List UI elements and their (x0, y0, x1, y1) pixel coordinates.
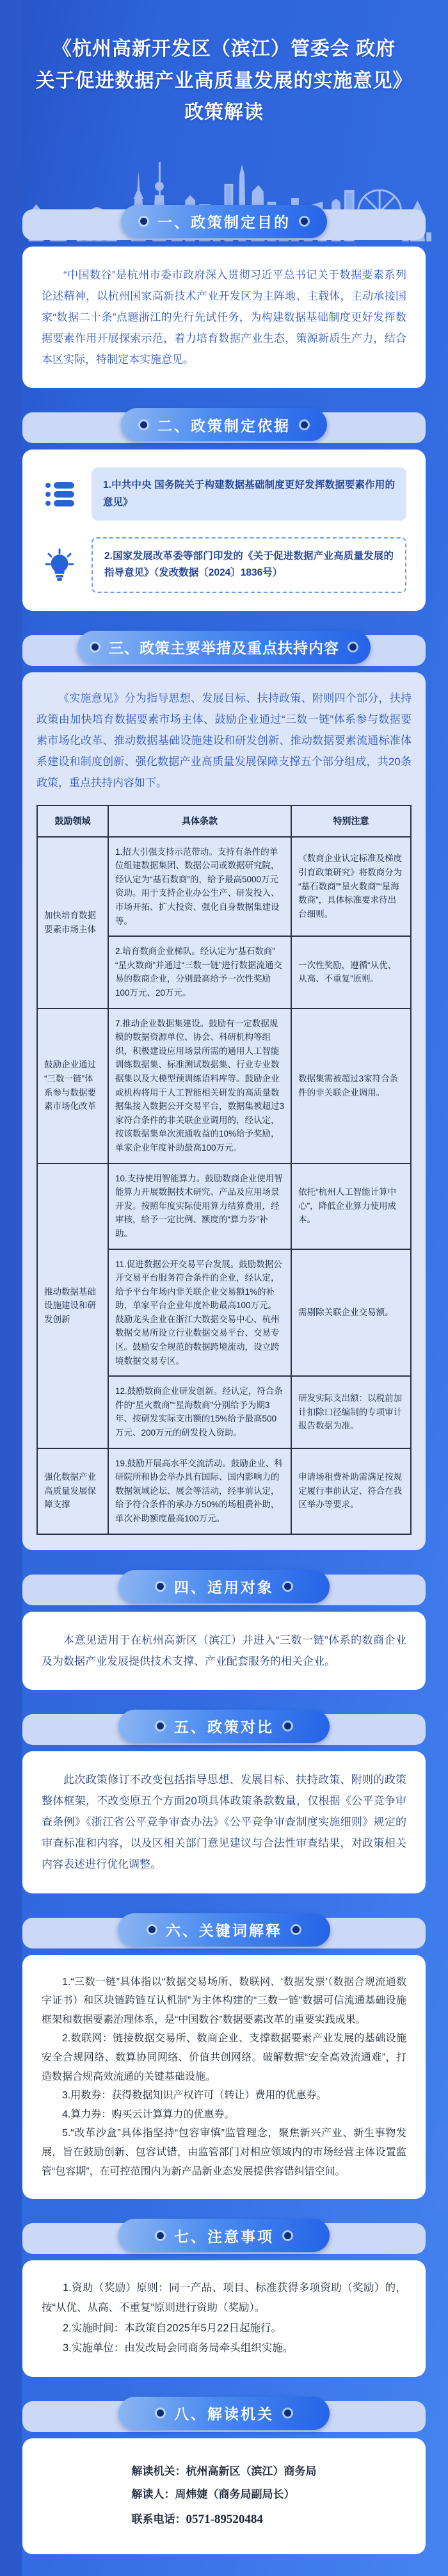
pill-dot-right-icon (349, 644, 356, 651)
clause-cell: 2.培育数商企业梯队。经认定为“基石数商”“星火数商”并通过“三数一链”进行数据流通交易的数商企业，分别最高给予一次性奖励100万元、20万元。 (108, 936, 291, 1008)
section-4-card (22, 1612, 426, 1690)
note-cell: 研发实际支出额：以税前加计扣除口径编制的专项审计报告数据为准。 (291, 1376, 411, 1448)
pill-dot-right-icon (301, 218, 308, 225)
col-header-clause: 具体条款 (108, 806, 291, 836)
note-item: 2.实施时间：本政策自2025年5月22日起施行。 (63, 2322, 282, 2334)
section-2-header (121, 408, 327, 441)
area-cell: 推动数据基础设施建设和研发创新 (37, 1163, 108, 1448)
section-8-title: 八、解读机关 (174, 2406, 274, 2422)
section-1-header (121, 205, 327, 238)
note-cell: 一次性奖励，遵循“从优、从高、不重复”原则。 (291, 936, 411, 1008)
list-icon (42, 481, 77, 508)
pill-dot-left-icon (148, 1926, 156, 1933)
table-row (37, 1448, 411, 1534)
title-line-1: 《杭州高新开发区（滨江）管委会 政府 (52, 38, 396, 60)
table-row (37, 1009, 411, 1163)
keyword-item: 2.数联网：链接数据交易所、数商企业、支撑数据要素产业发展的基础设施安全合规网络、数算协同网络、价值共创网络。破解数据“安全高效流通难”，打造数据合规高效流通的关键基础设施。 (42, 2033, 406, 2082)
basis-item-1-text: 1.中共中央 国务院关于构建数据基础制度更好发挥数据要素作用的意见》 (92, 467, 406, 521)
area-cell: 加快培育数据要素市场主体 (37, 837, 108, 1009)
section-4-body: 本意见适用于在杭州高新区（滨江）并进入“三数一链”体系的数商企业及为数据产业发展提供技术支撑、产业配套服务的相关企业。 (42, 1633, 406, 1667)
basis-item-1 (42, 467, 406, 521)
section-8-card (22, 2438, 426, 2555)
clause-cell: 7.推动企业数据集建设。鼓励有一定数据规模的数据资源单位、协会、科研机构等组织，积极建设应用场景所需的通用人工智能训练数据集、标准测试数据集、行业专业数据集以及大模型预训练语料库等。鼓励企业或机构将用于人工智能相关研发的高质量数据集接入数据公开交易平台，数据集被超过3家符合条件的非关联企业调用的，经认定，按该数据集单次流通收益的10%给予奖励，单家企业年度补助最高100万元。 (108, 1009, 291, 1163)
pill-dot-right-icon (292, 1926, 300, 1933)
section-3-card (22, 672, 426, 1550)
section-2-card (22, 450, 426, 610)
section-7-card (22, 2260, 426, 2376)
note-item: 1.资助（奖励）原则：同一产品、项目、标准获得多项资助（奖励）的，按“从优、从高、不重复”原则进行资助（奖励）。 (42, 2282, 406, 2314)
section-5-title: 五、政策对比 (174, 1719, 274, 1736)
title-line-3: 政策解读 (184, 102, 264, 123)
section-3-title: 三、政策主要举措及重点扶持内容 (109, 640, 339, 657)
pill-dot-left-icon (92, 644, 99, 651)
table-row (37, 1163, 411, 1249)
clause-cell: 10.支持使用智能算力。鼓励数商企业使用智能算力开展数据技术研究、产品及应用场景开发。按照年度实际使用算力结算费用，经审核，给予一定比例、额度的“算力券”补助。 (108, 1163, 291, 1249)
pill-dot-left-icon (157, 2410, 164, 2417)
pill-dot-left-icon (140, 421, 147, 428)
section-notes (22, 2223, 426, 2376)
support-table (36, 805, 412, 1534)
keyword-item: 4.算力券：购买云计算算力的优惠券。 (62, 2109, 235, 2120)
section-1-card (22, 247, 426, 389)
basis-item-2 (42, 537, 406, 593)
section-1-title: 一、政策制定目的 (157, 214, 291, 231)
interpreter-line: 解读人：周炜婕（商务局副局长） (131, 2488, 295, 2501)
clause-cell: 1.招大引强支持示范带动。支持有条件的单位组建数据集团、数据公司或数据研究院，经认定为“基石数商”的，给予最高5000万元资助。用于支持企业办公生产、研发投入、市场开拓、扩大投资、强化自身数据集建设等。 (108, 837, 291, 937)
section-8-band (22, 2401, 426, 2432)
agency-line: 解读机关：杭州高新区（滨江）商务局 (131, 2465, 317, 2477)
pill-dot-right-icon (284, 2410, 291, 2417)
phone-label: 联系电话： (131, 2513, 186, 2525)
keyword-item: 1.“三数一链”具体指以“数据交易场所、数联网、‘数据发票’（数据合规流通数字证书）和区块链跨链互认机制”为主体构建的“三数一链”数据可信流通基础设施框架和数据要素治理体系，是“中国数谷”数据要素改革的重要实践成果。 (42, 1976, 406, 2025)
lightbulb-icon (42, 548, 77, 581)
section-policy-comparison (22, 1714, 426, 1893)
table-row (37, 837, 411, 937)
section-7-title: 七、注意事项 (174, 2228, 274, 2245)
pill-dot-left-icon (157, 1722, 164, 1729)
section-7-band (22, 2223, 426, 2254)
clause-cell: 11.促进数据公开交易平台发展。鼓励数据公开交易平台服务符合条件的企业，经认定，给予平台年场内非关联企业交易额1%的补助，单家平台企业年度补助最高100万元。鼓励龙头企业在浙江大数据交易中心、杭州数据交易所设立行业数据交易平台、交易专区。鼓励安全规范的数据跨境流动，设立跨境数据交易专区。 (108, 1249, 291, 1377)
section-6-band (22, 1918, 426, 1948)
contact-block (132, 2460, 317, 2533)
note-cell: 申请场租费补助需满足按规定履行事前认定、符合在我区举办等要求。 (291, 1448, 411, 1534)
section-policy-purpose (22, 209, 426, 389)
phone-line (132, 2507, 317, 2533)
section-7-header (118, 2219, 330, 2252)
section-8-header (118, 2397, 330, 2430)
section-1-band (22, 209, 426, 240)
clause-cell: 19.鼓励开展高水平交流活动。鼓励企业、科研院所和协会举办具有国际、国内影响力的数据领域论坛、展会等活动，经事前认定，给予符合条件的承办方50%的场租费补助，单次补助额度最高100万元。 (108, 1448, 291, 1534)
section-4-header (118, 1570, 330, 1603)
note-item: 3.实施单位：由发改局会同商务局牵头组织实施。 (63, 2342, 294, 2354)
section-3-band (22, 635, 426, 666)
table-header-row (37, 806, 411, 836)
section-keywords (22, 1918, 426, 2199)
section-5-band (22, 1714, 426, 1745)
section-policy-basis (22, 412, 426, 610)
note-cell: 数据集需被超过3家符合条件的非关联企业调用。 (291, 1009, 411, 1163)
pill-dot-right-icon (284, 1583, 291, 1590)
section-6-card (22, 1955, 426, 2199)
area-cell: 强化数据产业高质量发展保障支撑 (37, 1448, 108, 1534)
section-6-title: 六、关键词解释 (166, 1922, 282, 1940)
pill-dot-left-icon (157, 1583, 164, 1590)
section-5-card (22, 1751, 426, 1893)
section-5-body: 此次政策修订不改变包括指导思想、发展目标、扶持政策、附则的政策整体框架，不改变原五个方面20项具体政策条款数量，仅根据《公平竞争审查条例》《浙江省公平竞争审查办法》《公平竞争审查制度实施细则》规定的审查标准和内容，以及区相关部门意见建议与合法性审查结果，对政策相关内容表述进行优化调整。 (42, 1773, 406, 1871)
title-line-2: 关于促进数据产业高质量发展的实施意见》 (35, 70, 413, 92)
pill-dot-right-icon (301, 421, 308, 428)
basis-item-2-text: 2.国家发展改革委等部门印发的《关于促进数据产业高质量发展的指导意见》（发改数据〔2024〕1836号） (92, 537, 406, 593)
keyword-item: 3.用数券：获得数据知识产权许可（转让）费用的优惠券。 (62, 2090, 327, 2102)
pill-dot-right-icon (284, 2232, 291, 2239)
section-4-band (22, 1575, 426, 1605)
page-title (0, 33, 448, 129)
note-cell: 依托“杭州人工智能计算中心”，降低企业算力使用成本。 (291, 1163, 411, 1249)
section-4-title: 四、适用对象 (174, 1579, 274, 1596)
section-applicable-targets (22, 1575, 426, 1690)
section-interpreting-agency (22, 2401, 426, 2555)
pill-dot-right-icon (284, 1722, 291, 1729)
col-header-area: 鼓励领域 (37, 806, 108, 836)
section-measures (22, 635, 426, 1550)
col-header-note: 特别注意 (291, 806, 411, 836)
pill-dot-left-icon (140, 218, 147, 225)
clause-cell: 12.鼓励数商企业研发创新。经认定，符合条件的“星火数商”“星海数商”分别给予为期3年、按研发实际支出额的15%给予最高500万元、200万元的研发投入资助。 (108, 1376, 291, 1448)
area-cell: 鼓励企业通过“三数一链”体系参与数据要素市场化改革 (37, 1009, 108, 1163)
pill-dot-left-icon (157, 2232, 164, 2239)
section-1-body: “中国数谷”是杭州市委市政府深入贯彻习近平总书记关于数据要素系列论述精神，以杭州国家高新技术产业开发区为主阵地、主载体，主动承接国家“数据二十条”点题浙江的先行先试任务，为构建数据基础制度更好发挥数据要素作用开展探索示范，着力培育数据产业生态，策源新质生产力，结合本区实际，特制定本实施意见。 (42, 268, 406, 366)
section-3-header (77, 631, 371, 664)
section-2-title: 二、政策制定依据 (157, 417, 291, 434)
note-cell: 需剔除关联企业交易额。 (291, 1249, 411, 1377)
section-2-band (22, 412, 426, 443)
section-6-header (118, 1913, 330, 1947)
section-3-intro: 《实施意见》分为指导思想、发展目标、扶持政策、附则四个部分，扶持政策由加快培育数据要素市场主体、鼓励企业通过“三数一链”体系参与数据要素市场化改革、推动数据基础设施建设和研发创新、推动数据要素流通标准体系建设和制度创新、强化数据产业高质量发展保障支撑五个部分组成，共20条政策，重点扶持内容如下。 (36, 692, 412, 790)
note-cell: 《数商企业认定标准及梯度引育政策研究》将数商分为“基石数商”“星火数商”“星海数商”，具体标准要求待出台细则。 (291, 837, 411, 937)
section-5-header (118, 1710, 330, 1743)
phone-number: 0571-89520484 (186, 2512, 263, 2526)
keyword-item: 5.“改革沙盒”具体指坚持“包容审慎”监管理念，聚焦新兴产业、新生事物发展，旨在鼓励创新、包容试错，由监管部门对相应领域内的市场经营主体设置监管“包容期”，在可控范围内为新产品新业态发展提供容错纠错空间。 (42, 2128, 406, 2177)
